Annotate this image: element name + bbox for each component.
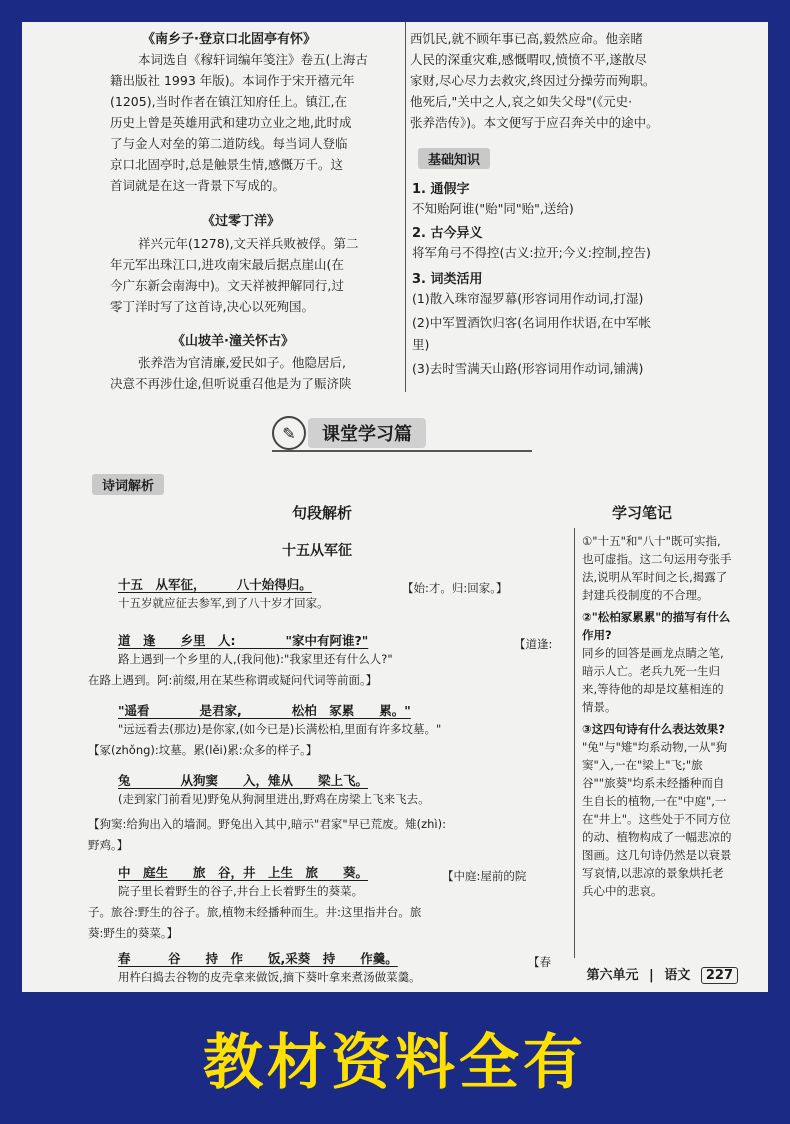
section-cileihuoyong: 3. 词类活用 — [412, 272, 483, 287]
section-title: 课堂学习篇 — [308, 418, 426, 448]
note-2-question: ②"松柏冢累累"的描写有什么作用? — [582, 610, 731, 642]
left-title-1: 《南乡子·登京口北固亭有怀》 — [142, 32, 316, 47]
tongjiazi-text: 不知贻阿谁("贻"同"贻",送给) — [412, 201, 574, 216]
pen-icon: ✎ — [272, 416, 306, 450]
left-title-2: 《过零丁洋》 — [202, 214, 281, 229]
note-3-question: ③这四句诗有什么表达效果? — [582, 722, 725, 736]
section-gujinyiyi: 2. 古今异义 — [412, 226, 483, 241]
col-head-right: 学习笔记 — [612, 504, 673, 522]
verse-4: 兔 从狗窦 入，雉从 梁上飞。 — [118, 773, 369, 788]
column-divider — [405, 22, 406, 392]
section-tongjiazi: 1. 通假字 — [412, 182, 470, 197]
note-2-answer: 同乡的回答是画龙点睛之笔,暗示人亡。老兵九死一生归来,等待他的却是坟墓相连的情景。 — [582, 646, 724, 714]
col-head-left: 句段解析 — [292, 504, 353, 522]
verse-3: "遥看 是君家, 松柏 冢累 累。" — [118, 703, 411, 718]
poem-analysis-tag: 诗词解析 — [92, 474, 164, 495]
verse-2: 道 逢 乡里 人: "家中有阿谁?" — [118, 633, 369, 648]
page-number: 227 — [701, 967, 738, 984]
unit-label: 第六单元 — [586, 968, 639, 983]
note-1: ①"十五"和"八十"既可实指,也可虚指。这二句运用夸张手法,说明从军时间之长,揭露了封建兵役制度的不合理。 — [582, 534, 732, 602]
note-3-answer: "兔"与"雉"均系动物,一从"狗窦"入,一在"梁上"飞;"旅谷""旅葵"均系未经播种而自生自长的植物,一在"中庭",一在"井上"。这些处于不同方位的动、植物构成了一幅悲凉的图画。这几句诗仍然是以衰景写哀情,以悲凉的景象烘托老兵心中的悲哀。 — [582, 740, 732, 898]
study-notes — [582, 532, 732, 900]
section-header — [272, 414, 532, 452]
poem-title: 十五从军征 — [282, 543, 352, 559]
verse-1: 十五 从军征， 八十始得归。 — [118, 577, 312, 592]
promo-banner — [0, 992, 790, 1124]
basic-knowledge-tag: 基础知识 — [418, 148, 490, 169]
verse-5: 中 庭生 旅 谷，井 上生 旅 葵。 — [118, 865, 369, 880]
verse-6: 春 谷 持 作 饭,采葵 持 作羹。 — [118, 951, 398, 966]
textbook-page: 《南乡子·登京口北固亭有怀》 本词选自《稼轩词编年笺注》卷五(上海古 籍出版社 1993 年版)。本词作于宋开禧元年 (1205),当时作者在镇江知府任上。镇江,在 历史上曾是英雄用武和建功立业之地,此时成 了与金人对垒的第二道防线。每当词人登临 京口北固亭时,总是触景生情,感慨万千。这 首词就是在这一背景下写成的。 《过零丁洋》 祥兴元年(1278),文天祥兵败被俘。第二 年元军出珠江口,进攻南宋最后据点崖山(在 今广东新会南海中)。文天祥被押解同行,过 零丁洋时写了这首诗,决心以死殉国。 《山坡羊·潼关怀古》 张养浩为官清廉,爱民如子。他隐居后, 决意不再涉仕途,但听说重召他是为了赈济陕 西饥民,就不顾年事已高,毅然应命。他亲睹 人民的深重灾难,感慨喟叹,愤愤不平,遂散尽 家财,尽心尽力去救灾,终因过分操劳而殉职。 他死后,"关中之人,哀之如失父母"(《元史· 张养浩传》)。本文便写于应召奔关中的途中。 基础知识 1. 通假字 不知贻阿谁("贻"同"贻",送给) 2. 古今异义 将军角弓不得控(古义:拉开;今义:控制,控告) 3. 词类活用 (1)散入珠帘湿罗幕(形容词用作动词,打湿) (2)中军置酒饮归客(名词用作状语,在中军帐 里) (3)去时雪满天山路(形容词用作动词,铺满) ✎ 课堂学习篇 诗词解析 句段解析 学习笔记 十五从军征 十五 从军征， 八十始得归。 【始:才。归:回家。】 十五岁就应征去参军,到了八十岁才回家。 道 逢 乡里 人: "家中有阿谁?" 【道逢: 路上遇到一个乡里的人,(我问他):"我家里还有什么人?" 在路上遇到。阿:前缀,用在某些称谓或疑问代词等前面。】 "遥看 是君家, 松柏 冢累 累。" "远远看去(那边)是你家,(如今已是)长满松柏,里面有许多坟墓。" 【冢(zhǒng):坟墓。累(lěi)累:众多的样子。】 兔 从狗窦 入，雉从 梁上飞。 (走到家门前看见)野兔从狗洞里进出,野鸡在房梁上飞来飞去。 【狗窦:给狗出入的墙洞。野兔出入其中,暗示"君家"早已荒废。雉(zhì): 野鸡。】 中 庭生 旅 谷，井 上生 旅 葵。 【中庭:屋前的院 院子里长着野生的谷子,井台上长着野生的葵菜。 子。旅谷:野生的谷子。旅,植物未经播种而生。井:这里指井台。旅 葵:野生的葵菜。】 春 谷 持 作 饭,采葵 持 作羹。 【春 用杵臼捣去谷物的皮壳拿来做饭,摘下葵叶拿来煮汤做菜羹。 ①"十五"和"八十"既可实指,也可虚指。这二句运用夸张手法,说明从军时间之长,揭露了封建兵役制度的不合理。 ②"松柏冢累累"的描写有什么作用? 同乡的回答是画龙点睛之笔,暗示人亡。老兵九死一生归来,等待他的却是坟墓相连的情景。 ③这四句诗有什么表达效果? "兔"与"雉"均系动物,一从"狗窦"入,一在"梁上"飞;"旅谷""旅葵"均系未经播种而自生自长的植物,一在"中庭",一在"井上"。这些处于不同方位的动、植物构成了一幅悲凉的图画。这几句诗仍然是以衰景写哀情,以悲凉的景象烘托老兵心中的悲哀。 第六单元 | 语文 227 — [22, 22, 768, 992]
subject-label: 语文 — [664, 968, 691, 983]
gujinyiyi-text: 将军角弓不得控(古义:拉开;今义:控制,控告) — [412, 245, 651, 260]
notes-divider — [574, 528, 575, 958]
left-title-3: 《山坡羊·潼关怀古》 — [172, 334, 294, 349]
page-footer: 第六单元 | 语文 227 — [586, 964, 738, 983]
banner-text: 教材资料全有 — [203, 1028, 587, 1098]
